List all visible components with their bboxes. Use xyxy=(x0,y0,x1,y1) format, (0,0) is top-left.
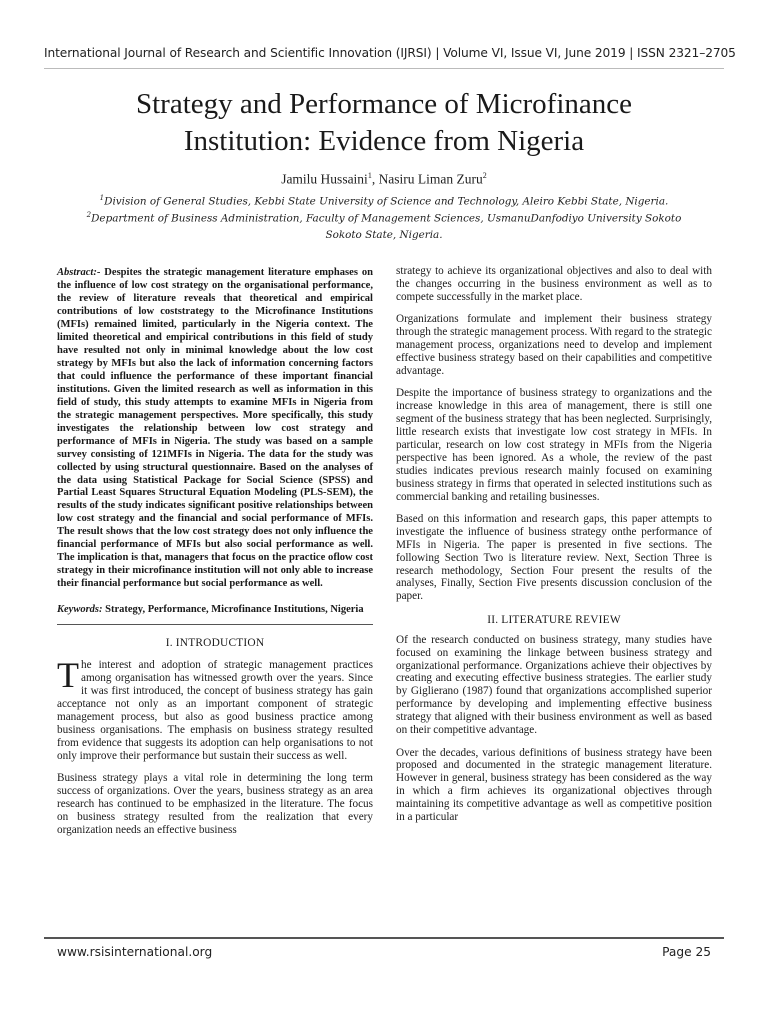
right-column xyxy=(396,265,712,833)
body-paragraph-3: Despite the importance of business strategy to organizations and the increase knowledge in this area of management, there is still one segment of the business strategy that has been neglected. Surprisingly, little research exists that investigate low cost strategy in MFIs. In particular, research on low cost strategy in MFIs from the Nigeria perspective has been ignored. As a whole, the review of the past studies indicates previous research mainly focused on examining business strategy in firms that operated in selected institutions such as commercial banking and retailing businesses. xyxy=(396,387,712,503)
author-affiliation-mark: 1 xyxy=(367,171,372,180)
header-divider xyxy=(44,68,724,69)
page-number: Page 25 xyxy=(662,945,711,959)
intro-paragraph-1 xyxy=(57,655,373,762)
body-paragraph-4: Based on this information and research gaps, this paper attempts to investigate the influence of business strategy onthe performance of MFIs in Nigeria. The paper is presented in five sections. The following Section Two is literature review. Next, Section Three is research methodology, Section Four present the results of the analyses, Finally, Section Five presents discussion conclusion of the paper. xyxy=(396,512,712,603)
author-name: Jamilu Hussaini xyxy=(281,171,368,187)
running-head: International Journal of Research and Scientific Innovation (IJRSI) | Volume VI, Issue VI, June 2019 | ISSN 2321–2705 xyxy=(44,46,736,60)
keywords-text: Strategy, Performance, Microfinance Institutions, Nigeria xyxy=(102,604,364,616)
abstract-label: Abstract: xyxy=(57,267,97,278)
body-paragraph-5: Of the research conducted on business strategy, many studies have focused on examining the linkage between business strategy and organizational performance. Organizations achieve their objectives by creating and executing effective business strategies. The earlier study by Giglierano (1987) found that organizations accomplished superior performance by developing and implementing effective business strategy that aligned with their business environment as well as based on their competitive advantage. xyxy=(396,633,712,737)
affiliation-1 xyxy=(60,194,708,207)
body-paragraph-2: Organizations formulate and implement their business strategy through the strategic management process. With regard to the strategic management process, organizations need to develop and implement effective business strategy based on their capabilities and competitive advantage. xyxy=(396,313,712,377)
abstract-text: - Despites the strategic management literature emphases on the influence of low cost strategy on the organisational performance, the review of literature reveals that theoretical and empirical contributions of low coststrategy to the Microfinance Institutions (MFIs) remained limited, particularly in the Nigeria context. The limited theoretical and empirical contributions in this field of study have resulted not only in minimal knowledge about the low cost strategy by MFIs but also the lack of information concerning factors that could influence the performance of these important financial institutions. Given the limited research as well as information in this field of study, this study attempts to examine MFIs in Nigeria from the strategic management perspectives. More specifically, this study investigates the relationship between low cost strategy and performance of MFIs in Nigeria. The study was based on a sample survey consisting of 121MFIs in Nigeria. The data for the study was collected by using structural questionnaire. Based on the analyses of the data using Statistical Package for Social Science (SPSS) and Partial Least Squares Structural Equation Modeling (PLS-SEM), the results of the study indicates significant positive relationships between low cost strategy and the financial and social performance of MFIs. The result shows that the low cost strategy does not only influence the financial performance of MFIs but also social performance as well. The implication is that, managers that focus on the practice oflow cost strategy in their microfinance institution will not only able to increase their financial performance but social performance as well. xyxy=(57,267,373,590)
affiliation-2 xyxy=(60,211,708,224)
footer-website: www.rsisinternational.org xyxy=(57,945,213,959)
keywords-label: Keywords: xyxy=(57,604,103,616)
paper-title xyxy=(60,86,708,160)
author-list xyxy=(60,171,708,188)
section-heading-literature-review: II. LITERATURE REVIEW xyxy=(487,613,621,626)
title-line-1: Strategy and Performance of Microfinance xyxy=(135,88,633,120)
abstract xyxy=(57,267,373,591)
author-affiliation-mark: 2 xyxy=(482,171,487,180)
body-paragraph-1: strategy to achieve its organizational objectives and also to deal with the changes occurring in the business environment as well as to compete successfully in the market place. xyxy=(396,265,712,303)
body-paragraph-6: Over the decades, various definitions of business strategy have been proposed and documented in the strategic management literature. However in general, business strategy has been considered as the way in which a firm achieves its organizational objectives through maintaining its competitive advantage as well as competitive position in a particular xyxy=(396,746,712,824)
title-line-2: Institution: Evidence from Nigeria xyxy=(183,125,585,157)
footer-divider xyxy=(44,937,724,939)
affiliation-mark: 1 xyxy=(99,194,105,202)
affiliation-2-continued: Sokoto State, Nigeria. xyxy=(325,229,443,241)
drop-cap: T xyxy=(57,655,79,696)
author-name: Nasiru Liman Zuru xyxy=(378,171,483,187)
paragraph-text: he interest and adoption of strategic management practices among organisation has witnessed growth over the years. Since it was first introduced, the concept of business strategy has gain acceptance not only as an important component of strategic management process, but also as good business practice among business organisations. The emphasis on business strategy resulted from evidence that suggests its adoption can help organisations to not only improve their performance but sustain their success as well. xyxy=(57,659,373,762)
section-heading-introduction: I. INTRODUCTION xyxy=(165,637,265,650)
affiliation-text: Department of Business Administration, Faculty of Management Sciences, UsmanuDanfodiyo University Sokoto xyxy=(91,212,682,225)
keywords xyxy=(57,603,373,616)
left-column xyxy=(57,267,373,846)
affiliation-text: Division of General Studies, Kebbi State University of Science and Technology, Aleiro Kebbi State, Nigeria. xyxy=(104,195,669,208)
intro-paragraph-2: Business strategy plays a vital role in determining the long term success of organizations. Over the years, business strategy as an area research has continued to be emphasized in the literature. The focus on business strategy resulted from the realization that every organization needs an effective business xyxy=(57,771,373,836)
affiliation-mark: 2 xyxy=(86,211,92,219)
abstract-divider xyxy=(57,624,373,625)
author-separator: , xyxy=(371,171,379,187)
